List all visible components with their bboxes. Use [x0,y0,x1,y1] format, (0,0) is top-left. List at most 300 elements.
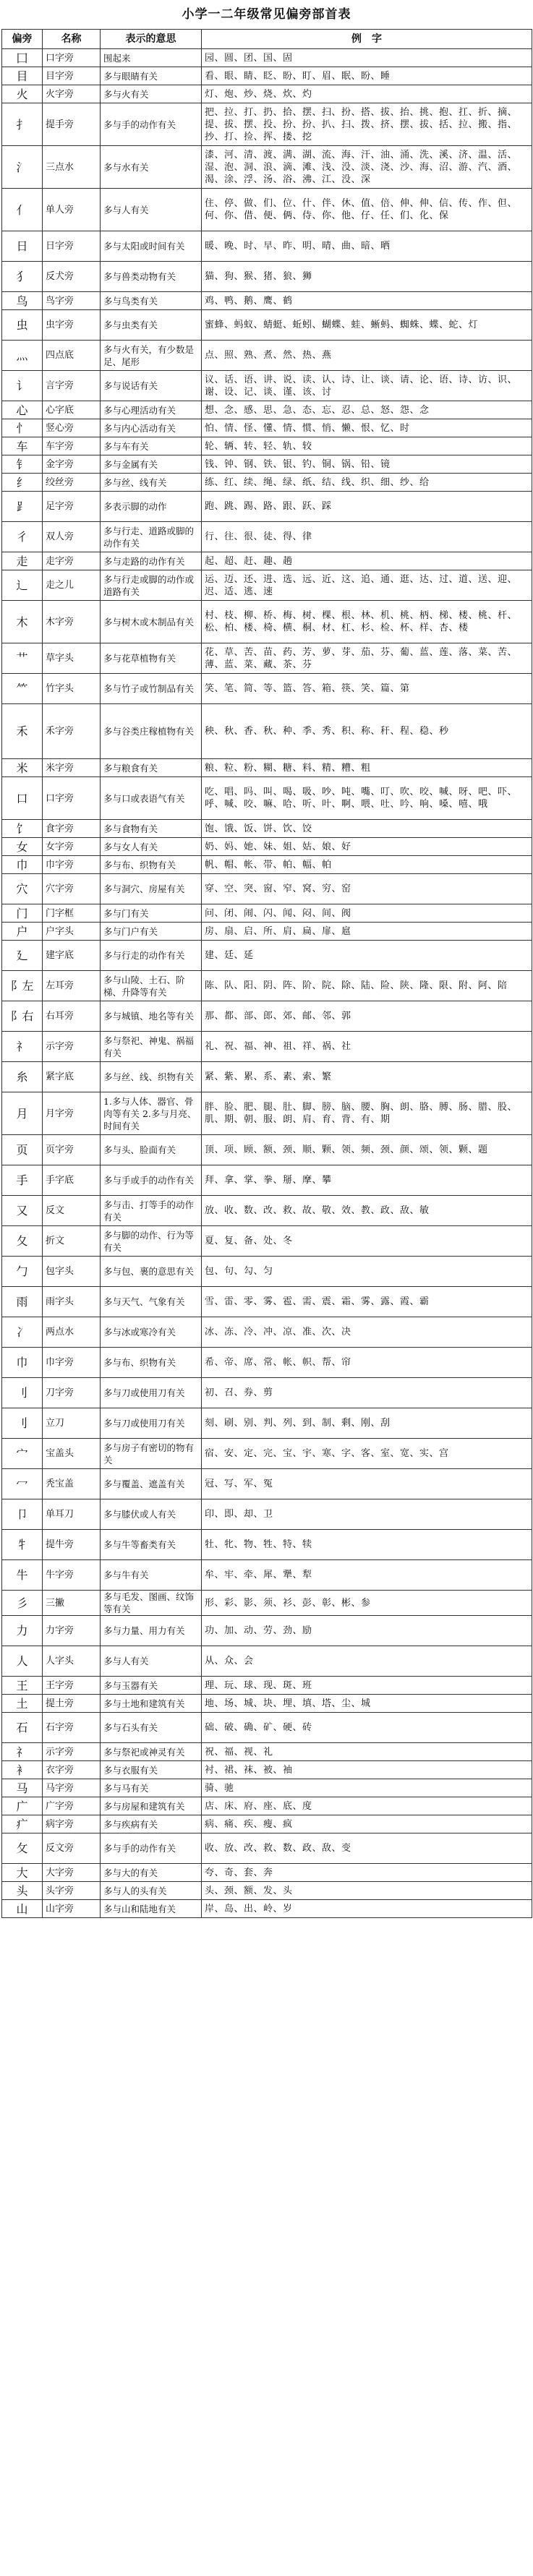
examples-cell: 点、照、熟、煮、然、热、燕 [202,341,532,371]
radical-cell: 廴 [2,941,43,971]
table-row [2,1779,532,1797]
name-cell: 目字旁 [43,67,101,85]
name-cell: 双人旁 [43,522,101,552]
meaning-cell: 多与玉器有关 [101,1677,202,1695]
radical-cell: 忄 [2,419,43,437]
meaning-cell: 多与房屋和建筑有关 [101,1797,202,1815]
table-row [2,1001,532,1032]
name-cell: 口字旁 [43,777,101,820]
table-row [2,1882,532,1900]
name-cell: 禾字旁 [43,704,101,759]
radical-cell: 刂 [2,1378,43,1408]
meaning-cell: 多与水有关 [101,146,202,189]
examples-cell: 印、即、却、卫 [202,1499,532,1530]
radical-cell: 阝左 [2,971,43,1001]
meaning-cell: 多与树木或木制品有关 [101,601,202,643]
name-cell: 走之儿 [43,570,101,601]
radical-cell: 户 [2,923,43,941]
name-cell: 提手旁 [43,103,101,146]
examples-cell: 运、迈、还、进、选、远、近、这、追、通、逛、达、过、道、送、迎、迟、适、逃、速 [202,570,532,601]
name-cell: 单人旁 [43,189,101,231]
examples-cell: 夸、奇、套、奔 [202,1864,532,1882]
meaning-cell: 多与人的头有关 [101,1882,202,1900]
meaning-cell: 多与祭祀、神鬼、祸福有关 [101,1032,202,1062]
examples-cell: 蜜蜂、蚂蚁、蜻蜓、蚯蚓、蝴蝶、蛙、蜥蚂、蜘蛛、蝶、蛇、灯 [202,310,532,341]
meaning-cell: 多与食物有关 [101,820,202,838]
examples-cell: 跑、跳、踢、路、跟、跃、踩 [202,492,532,522]
examples-cell: 希、帝、席、常、帐、帜、帮、帘 [202,1348,532,1378]
table-row [2,1761,532,1779]
name-cell: 巾字旁 [43,856,101,874]
radical-cell: 囗 [2,49,43,67]
name-cell: 手字底 [43,1165,101,1196]
radical-cell: 牜 [2,1530,43,1560]
name-cell: 反文旁 [43,1833,101,1864]
name-cell: 虫字旁 [43,310,101,341]
radical-cell: 扌 [2,103,43,146]
radical-cell: 火 [2,85,43,103]
table-row [2,923,532,941]
radical-cell: 攵 [2,1833,43,1864]
examples-cell: 帆、帽、帐、带、帕、幅、帕 [202,856,532,874]
table-row [2,856,532,874]
name-cell: 刀字旁 [43,1378,101,1408]
header-examples: 例 字 [202,30,532,49]
radical-cell: 纟 [2,474,43,492]
meaning-cell: 多与大的有关 [101,1864,202,1882]
meaning-cell: 多与花草植物有关 [101,643,202,674]
table-row [2,1287,532,1317]
table-row [2,1677,532,1695]
name-cell: 日字旁 [43,231,101,262]
examples-cell: 祝、福、视、礼 [202,1743,532,1761]
radical-cell: 人 [2,1646,43,1677]
table-row [2,1646,532,1677]
table-row [2,292,532,310]
examples-cell: 钱、钟、钢、铁、银、钓、铜、锅、铅、镜 [202,455,532,474]
table-row [2,1257,532,1287]
radical-cell: 门 [2,904,43,923]
radical-cell: ⺮ [2,674,43,704]
radical-cell: 王 [2,1677,43,1695]
table-row [2,941,532,971]
meaning-cell: 多与牛有关 [101,1560,202,1591]
examples-cell: 猫、狗、猴、猪、狼、狮 [202,262,532,292]
meaning-cell: 多与人有关 [101,1646,202,1677]
examples-cell: 冰、冻、冷、冲、凉、准、次、决 [202,1317,532,1348]
name-cell: 反文 [43,1196,101,1226]
table-row [2,820,532,838]
table-row [2,419,532,437]
meaning-cell: 多与兽类动物有关 [101,262,202,292]
meaning-cell: 多与布、织物有关 [101,856,202,874]
meaning-cell: 多与丝、线、织物有关 [101,1062,202,1092]
radical-cell: 头 [2,1882,43,1900]
table-row [2,1833,532,1864]
examples-cell: 把、拉、打、扔、拾、摆、扫、扮、搭、拔、抬、挑、抱、扛、折、摘、提、拔、摆、投、扮、扮、扒、扫、拨、挤、摆、拔、括、拉、搬、指、抄、打、捡、挥、搂、挖 [202,103,532,146]
examples-cell: 衬、裙、袜、被、袖 [202,1761,532,1779]
table-header-row [2,30,532,49]
table-row [2,1864,532,1882]
meaning-cell: 多与祭祀或神灵有关 [101,1743,202,1761]
header-name: 名称 [43,30,101,49]
examples-cell: 想、念、感、思、急、态、忘、忍、总、怒、怨、念 [202,401,532,419]
name-cell: 衣字旁 [43,1761,101,1779]
table-row [2,1797,532,1815]
radical-cell: 饣 [2,820,43,838]
radical-cell: 虫 [2,310,43,341]
table-row [2,1165,532,1196]
table-row [2,1530,532,1560]
name-cell: 言字旁 [43,371,101,401]
radical-cell: 糸 [2,1062,43,1092]
name-cell: 金字旁 [43,455,101,474]
examples-cell: 轮、辆、转、轻、轨、较 [202,437,532,455]
meaning-cell: 多与衣服有关 [101,1761,202,1779]
examples-cell: 头、颈、额、发、头 [202,1882,532,1900]
name-cell: 足字旁 [43,492,101,522]
radical-cell: 冫 [2,1317,43,1348]
name-cell: 宝盖头 [43,1439,101,1469]
examples-cell: 穿、空、突、窗、窄、窝、穷、窑 [202,874,532,904]
examples-cell: 笑、笔、简、等、篮、答、箱、筷、笑、篇、第 [202,674,532,704]
name-cell: 页字旁 [43,1135,101,1165]
meaning-cell: 多与脚的动作、行为等有关 [101,1226,202,1257]
meaning-cell: 多与山和陆地有关 [101,1900,202,1918]
examples-cell: 形、彩、影、须、衫、彭、彰、彬、参 [202,1591,532,1616]
name-cell: 月字旁 [43,1092,101,1135]
radical-cell: 彳 [2,522,43,552]
name-cell: 巾字旁 [43,1348,101,1378]
table-row [2,1062,532,1092]
examples-cell: 吃、唱、吗、叫、喝、吸、吵、吨、嘴、叮、吹、咬、喊、呀、吧、吓、呼、喊、咬、嘛、哈、听、叶、啊、喂、吐、吟、响、嗓、嘻、哦 [202,777,532,820]
meaning-cell: 多与土地和建筑有关 [101,1695,202,1713]
name-cell: 头字旁 [43,1882,101,1900]
examples-cell: 顶、项、顾、额、颈、顺、颗、领、频、颈、颜、颂、领、颗、题 [202,1135,532,1165]
radical-cell: 月 [2,1092,43,1135]
examples-cell: 雪、雷、零、雾、雹、需、震、霜、雾、露、霞、霸 [202,1287,532,1317]
examples-cell: 冠、写、军、冤 [202,1469,532,1499]
radical-cell: 口 [2,777,43,820]
name-cell: 王字旁 [43,1677,101,1695]
meaning-cell: 多与天气、气象有关 [101,1287,202,1317]
radical-cell: 疒 [2,1815,43,1833]
table-row [2,1695,532,1713]
page-title: 小学一二年级常见偏旁部首表 [182,7,351,22]
meaning-cell: 多与说话有关 [101,371,202,401]
meaning-cell: 多与火有关 [101,85,202,103]
name-cell: 走字旁 [43,552,101,570]
radical-cell: 礻 [2,1032,43,1062]
table-row [2,704,532,759]
examples-cell: 础、破、确、矿、硬、砖 [202,1713,532,1743]
examples-cell: 看、眼、睛、眨、盼、盯、眉、眠、盼、睡 [202,67,532,85]
name-cell: 四点底 [43,341,101,371]
examples-cell: 问、闭、闹、闪、闻、闷、间、阀 [202,904,532,923]
meaning-cell: 多与手的动作有关 [101,103,202,146]
examples-cell: 鸡、鸭、鹅、鹰、鹤 [202,292,532,310]
examples-cell: 胖、脸、肥、腿、肚、脚、膀、脑、腰、胸、朗、胳、膊、肠、腊、股、肌、期、朝、服、朗、肩、育、背、有、期 [202,1092,532,1135]
examples-cell: 从、众、会 [202,1646,532,1677]
examples-cell: 初、召、券、剪 [202,1378,532,1408]
radical-cell: 车 [2,437,43,455]
meaning-cell: 多与手或手的动作有关 [101,1165,202,1196]
table-row [2,67,532,85]
examples-cell: 地、场、城、块、埋、填、塔、尘、城 [202,1695,532,1713]
name-cell: 山字旁 [43,1900,101,1918]
table-row [2,971,532,1001]
examples-cell: 园、圆、团、国、固 [202,49,532,67]
name-cell: 米字旁 [43,759,101,777]
examples-cell: 骑、驰 [202,1779,532,1797]
meaning-cell: 多与走路的动作有关 [101,552,202,570]
name-cell: 人字头 [43,1646,101,1677]
table-row [2,1743,532,1761]
examples-cell: 夏、复、备、处、冬 [202,1226,532,1257]
examples-cell: 怕、情、怪、懂、情、惯、悄、懒、恨、忆、时 [202,419,532,437]
table-row [2,1469,532,1499]
radical-cell: 目 [2,67,43,85]
examples-cell: 粮、粒、粉、糊、糖、料、精、糟、粗 [202,759,532,777]
radical-cell: 巾 [2,856,43,874]
table-body [2,49,532,1918]
table-row [2,1317,532,1348]
radical-cell: 石 [2,1713,43,1743]
table-row [2,1616,532,1646]
table-row [2,1378,532,1408]
meaning-cell: 多与车有关 [101,437,202,455]
name-cell: 大字旁 [43,1864,101,1882]
table-row [2,552,532,570]
table-row [2,674,532,704]
examples-cell: 奶、妈、她、妹、姐、姑、娘、好 [202,838,532,856]
table-row [2,1135,532,1165]
table-row [2,492,532,522]
name-cell: 穴字旁 [43,874,101,904]
name-cell: 折文 [43,1226,101,1257]
name-cell: 雨字头 [43,1287,101,1317]
radical-cell: 力 [2,1616,43,1646]
examples-cell: 岸、岛、出、岭、岁 [202,1900,532,1918]
radical-cell: 礻 [2,1743,43,1761]
radical-cell: 页 [2,1135,43,1165]
meaning-cell: 多与头、脸面有关 [101,1135,202,1165]
examples-cell: 起、超、赶、趣、趟 [202,552,532,570]
meaning-cell: 多与口或表语气有关 [101,777,202,820]
meaning-cell: 多与门户有关 [101,923,202,941]
meaning-cell: 多与毛发、图画、纹饰等有关 [101,1591,202,1616]
name-cell: 牛字旁 [43,1560,101,1591]
meaning-cell: 多与膝伏或人有关 [101,1499,202,1530]
examples-cell: 建、廷、延 [202,941,532,971]
table-row [2,1226,532,1257]
meaning-cell: 多与山陵、土石、阶梯、升降等有关 [101,971,202,1001]
radical-cell: 雨 [2,1287,43,1317]
radical-cell: 艹 [2,643,43,674]
table-row [2,1092,532,1135]
radical-cell: 米 [2,759,43,777]
radical-cell: 手 [2,1165,43,1196]
table-row [2,759,532,777]
table-row [2,904,532,923]
table-row [2,777,532,820]
table-row [2,401,532,419]
header-radical: 偏旁 [2,30,43,49]
meaning-cell: 多与行走的动作有关 [101,941,202,971]
meaning-cell: 多与行走、道路或脚的动作有关 [101,522,202,552]
radical-cell: 山 [2,1900,43,1918]
name-cell: 包字头 [43,1257,101,1287]
name-cell: 食字旁 [43,820,101,838]
table-row [2,85,532,103]
table-row [2,231,532,262]
table-row [2,1499,532,1530]
name-cell: 病字旁 [43,1815,101,1833]
radical-cell: 宀 [2,1439,43,1469]
radical-cell: 大 [2,1864,43,1882]
name-cell: 车字旁 [43,437,101,455]
name-cell: 马字旁 [43,1779,101,1797]
table-row [2,189,532,231]
meaning-cell: 多与刀或使用刀有关 [101,1408,202,1439]
table-row [2,1713,532,1743]
radical-cell: 讠 [2,371,43,401]
name-cell: 木字旁 [43,601,101,643]
table-row [2,103,532,146]
radical-cell: 彡 [2,1591,43,1616]
meaning-cell: 多与刀或使用刀有关 [101,1378,202,1408]
meaning-cell: 多与洞穴、房屋有关 [101,874,202,904]
name-cell: 单耳刀 [43,1499,101,1530]
examples-cell: 漆、河、清、渡、满、湖、流、海、汗、油、涌、洗、溪、济、温、活、湿、泡、洞、浪、滴、滩、浅、没、淡、浇、沙、海、沼、游、汽、酒、渴、涂、浮、汤、浴、沸、江、没、深 [202,146,532,189]
meaning-cell: 多与谷类庄稼植物有关 [101,704,202,759]
name-cell: 示字旁 [43,1032,101,1062]
table-row [2,437,532,455]
radical-cell: 卩 [2,1499,43,1530]
table-row [2,1815,532,1833]
examples-cell: 暖、晚、时、早、昨、明、晴、曲、暗、晒 [202,231,532,262]
meaning-cell: 多与覆盖、遮盖有关 [101,1469,202,1499]
radical-cell: 广 [2,1797,43,1815]
radical-cell: 灬 [2,341,43,371]
table-row [2,1196,532,1226]
name-cell: 秃宝盖 [43,1469,101,1499]
name-cell: 三撇 [43,1591,101,1616]
radical-cell: 又 [2,1196,43,1226]
table-row [2,1591,532,1616]
name-cell: 绞丝旁 [43,474,101,492]
table-row [2,1348,532,1378]
examples-cell: 村、枝、柳、桥、梅、树、棵、根、林、机、桃、柄、梯、楼、桃、杆、松、柏、楼、椅、横、桐、材、杠、杉、检、杯、样、杏、楼 [202,601,532,643]
meaning-cell: 1.多与人体、器官、骨肉等有关 2.多与月亮、时间有关 [101,1092,202,1135]
examples-cell: 花、草、苦、苗、药、芳、萝、芽、茄、芬、葡、蓝、莲、落、菜、苦、薄、蓝、菜、藏、茶、芬 [202,643,532,674]
examples-cell: 牟、牢、牵、犀、犟、犁 [202,1560,532,1591]
radical-cell: 氵 [2,146,43,189]
meaning-cell: 多与竹子或竹制品有关 [101,674,202,704]
name-cell: 力字旁 [43,1616,101,1646]
meaning-cell: 多与粮食有关 [101,759,202,777]
examples-cell: 牡、牝、物、牲、特、犊 [202,1530,532,1560]
meaning-cell: 多与疾病有关 [101,1815,202,1833]
meaning-cell: 多与门有关 [101,904,202,923]
meaning-cell: 多与牛等畜类有关 [101,1530,202,1560]
meaning-cell: 多与行走或脚的动作或道路有关 [101,570,202,601]
name-cell: 提土旁 [43,1695,101,1713]
name-cell: 火字旁 [43,85,101,103]
examples-cell: 住、停、做、们、位、什、伴、休、值、倍、伸、伸、信、传、作、但、何、你、借、便、俩、侍、你、他、仔、任、们、化、保 [202,189,532,231]
radical-cell: 马 [2,1779,43,1797]
meaning-cell: 多与女人有关 [101,838,202,856]
radical-table [1,29,532,1918]
name-cell: 心字底 [43,401,101,419]
table-row [2,601,532,643]
name-cell: 草字头 [43,643,101,674]
name-cell: 右耳旁 [43,1001,101,1032]
radical-cell: 刂 [2,1408,43,1439]
meaning-cell: 多与眼睛有关 [101,67,202,85]
name-cell: 广字旁 [43,1797,101,1815]
table-row [2,838,532,856]
examples-cell: 议、话、语、讲、说、读、认、诗、让、谈、请、论、语、诗、访、识、谢、设、记、谈、谨、该、讨 [202,371,532,401]
examples-cell: 放、收、数、改、救、故、敬、效、教、政、敌、敏 [202,1196,532,1226]
name-cell: 两点水 [43,1317,101,1348]
table-row [2,474,532,492]
meaning-cell: 多与火有关，有少数是足、尾形 [101,341,202,371]
name-cell: 建字底 [43,941,101,971]
name-cell: 反犬旁 [43,262,101,292]
examples-cell: 练、红、续、绳、绿、纸、结、线、织、细、纱、给 [202,474,532,492]
examples-cell: 那、都、部、郎、郊、邮、邻、郭 [202,1001,532,1032]
name-cell: 竹字头 [43,674,101,704]
radical-cell: 日 [2,231,43,262]
examples-cell: 理、玩、球、现、斑、班 [202,1677,532,1695]
name-cell: 门字框 [43,904,101,923]
radical-cell: 衤 [2,1761,43,1779]
meaning-cell: 多与金属有关 [101,455,202,474]
meaning-cell: 多与城镇、地名等有关 [101,1001,202,1032]
meaning-cell: 多与击、打等手的动作有关 [101,1196,202,1226]
radical-cell: 钅 [2,455,43,474]
examples-cell: 陈、队、阳、阴、阵、阶、院、除、陆、险、陕、隆、限、附、阿、陪 [202,971,532,1001]
table-row [2,341,532,371]
meaning-cell: 围起来 [101,49,202,67]
name-cell: 竖心旁 [43,419,101,437]
name-cell: 户字头 [43,923,101,941]
examples-cell: 秧、秋、香、秋、种、季、秀、积、称、秆、程、稳、秒 [202,704,532,759]
examples-cell: 紧、紫、累、系、素、索、繁 [202,1062,532,1092]
meaning-cell: 多与房子有密切的物有关 [101,1439,202,1469]
meaning-cell: 多与丝、线有关 [101,474,202,492]
table-row [2,874,532,904]
radical-cell: 走 [2,552,43,570]
table-row [2,146,532,189]
examples-cell: 礼、祝、福、神、祖、祥、祸、社 [202,1032,532,1062]
radical-cell: 勹 [2,1257,43,1287]
meaning-cell: 多与包、裹的意思有关 [101,1257,202,1287]
examples-cell: 刻、刷、别、判、列、到、制、剩、刚、刮 [202,1408,532,1439]
meaning-cell: 多与人有关 [101,189,202,231]
table-row [2,522,532,552]
meaning-cell: 多与力量、用力有关 [101,1616,202,1646]
radical-cell: 犭 [2,262,43,292]
table-row [2,1560,532,1591]
radical-cell: 巾 [2,1348,43,1378]
name-cell: 石字旁 [43,1713,101,1743]
name-cell: 左耳旁 [43,971,101,1001]
table-row [2,371,532,401]
name-cell: 示字旁 [43,1743,101,1761]
name-cell: 紧字底 [43,1062,101,1092]
